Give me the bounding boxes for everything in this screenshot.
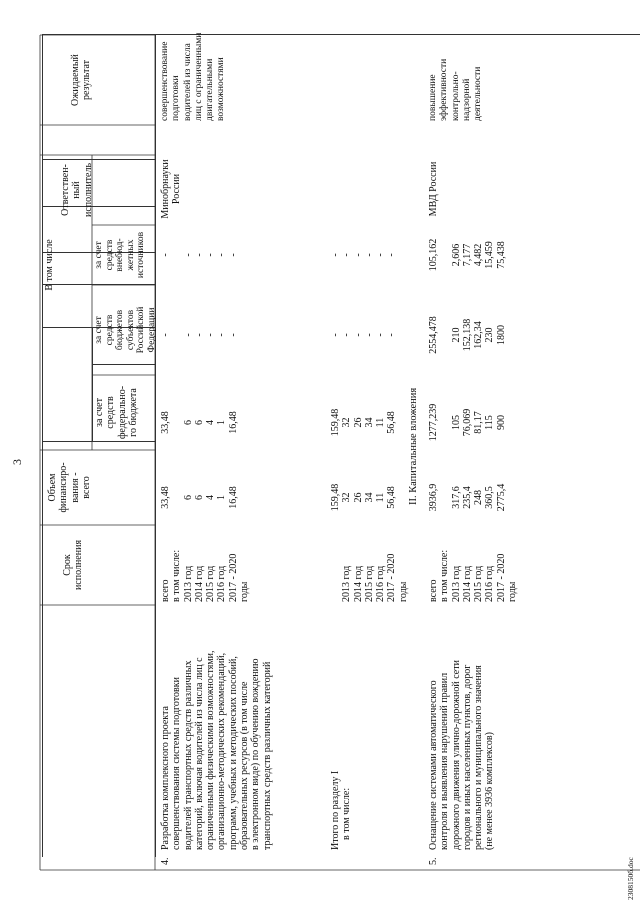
r5-srok: всего в том числе: 2013 год 2014 год 2015 год 2016 год 2017 - 2020 годы <box>428 549 519 602</box>
r4-otv: Минобрнауки России <box>160 159 183 219</box>
doc-id-l: 2308150б.doc <box>626 857 635 900</box>
r4-srok: всего в том числе: 2013 год 2014 год 2015 год 2016 год 2017 - 2020 годы <box>160 549 251 602</box>
h-otv: Ответствен- ный исполнитель <box>60 162 94 218</box>
r4-fed: 33,48 6 6 4 1 16,48 <box>160 411 239 434</box>
r5-text: Оснащение системами автоматического контроля и выявления нарушений правил дорожного движения улично-дорожной сети городов и иных населенных пунктов, дорог регионального и муниципального значения (не менее 3936 комплексов) <box>428 660 496 850</box>
h-obem: Объем финансиро- вания - всего <box>47 462 92 513</box>
r4-vneb: - - - - - - <box>160 253 239 257</box>
r5-fed: 1277,239 105 76,069 81,17 115 900 <box>428 403 507 442</box>
r4-vsego: 33,48 6 6 4 1 16,48 <box>160 486 239 509</box>
section2-title-l: II. Капитальные вложения <box>408 387 419 505</box>
h-subj: за счет средств бюджетов субъектов Российской Федерации <box>94 306 157 354</box>
itogo-vneb-l: - - - - - - <box>330 253 398 257</box>
r5-num: 5. <box>428 857 439 865</box>
itogo-fed-l: 159,48 32 26 34 11 56,48 <box>330 408 398 437</box>
page-number-l: 3 <box>10 459 24 465</box>
r5-result: повышение эффективности контрольно- надзорной деятельности <box>428 58 484 121</box>
h-vtomchisle: В том числе <box>44 239 55 291</box>
h-vneb: за счет средств внебюд- жетных источников <box>94 231 147 279</box>
r5-vneb: 105,162 2,606 7,177 4,482 15,459 75,438 <box>428 238 507 272</box>
itogo-label-l: Итого по разделу I в том числе: <box>330 770 353 850</box>
r5-otv: МВД России <box>428 161 439 217</box>
itogo-vsego-l: 159,48 32 26 34 11 56,48 <box>330 483 398 512</box>
r4-subj: - - - - - - <box>160 333 239 337</box>
h-result: Ожидаемый результат <box>70 54 93 106</box>
h-fed: за счет средств федерально- го бюджета <box>94 385 139 440</box>
r5-subj: 2554,478 210 152,138 162,34 230 1800 <box>428 316 507 354</box>
itogo-srok-l: 2013 год 2014 год 2015 год 2016 год 2017 - 2020 годы <box>341 553 409 602</box>
itogo-subj-l: - - - - - - <box>330 333 398 337</box>
h-srok: Срок исполнения <box>62 539 85 591</box>
r4-num: 4. <box>160 857 171 865</box>
r4-text: Разработка комплексного проекта совершенствования системы подготовки водителей транспортных средств различных категорий, включая водителей из числа лиц с ограниченными физическими возможностями, организационно-методических рекомендаций, программ, учебных и методических пособий, образовательных ресурсов (в том числе в электронном виде) по обучению вождению транспортных средств различных категорий <box>160 650 273 850</box>
r5-vsego: 3936,9 317,6 235,4 248 360,5 2775,4 <box>428 483 507 512</box>
r4-result: совершенствование подготовки водителей из числа лиц с ограниченными двигательными возможностями <box>160 32 227 121</box>
